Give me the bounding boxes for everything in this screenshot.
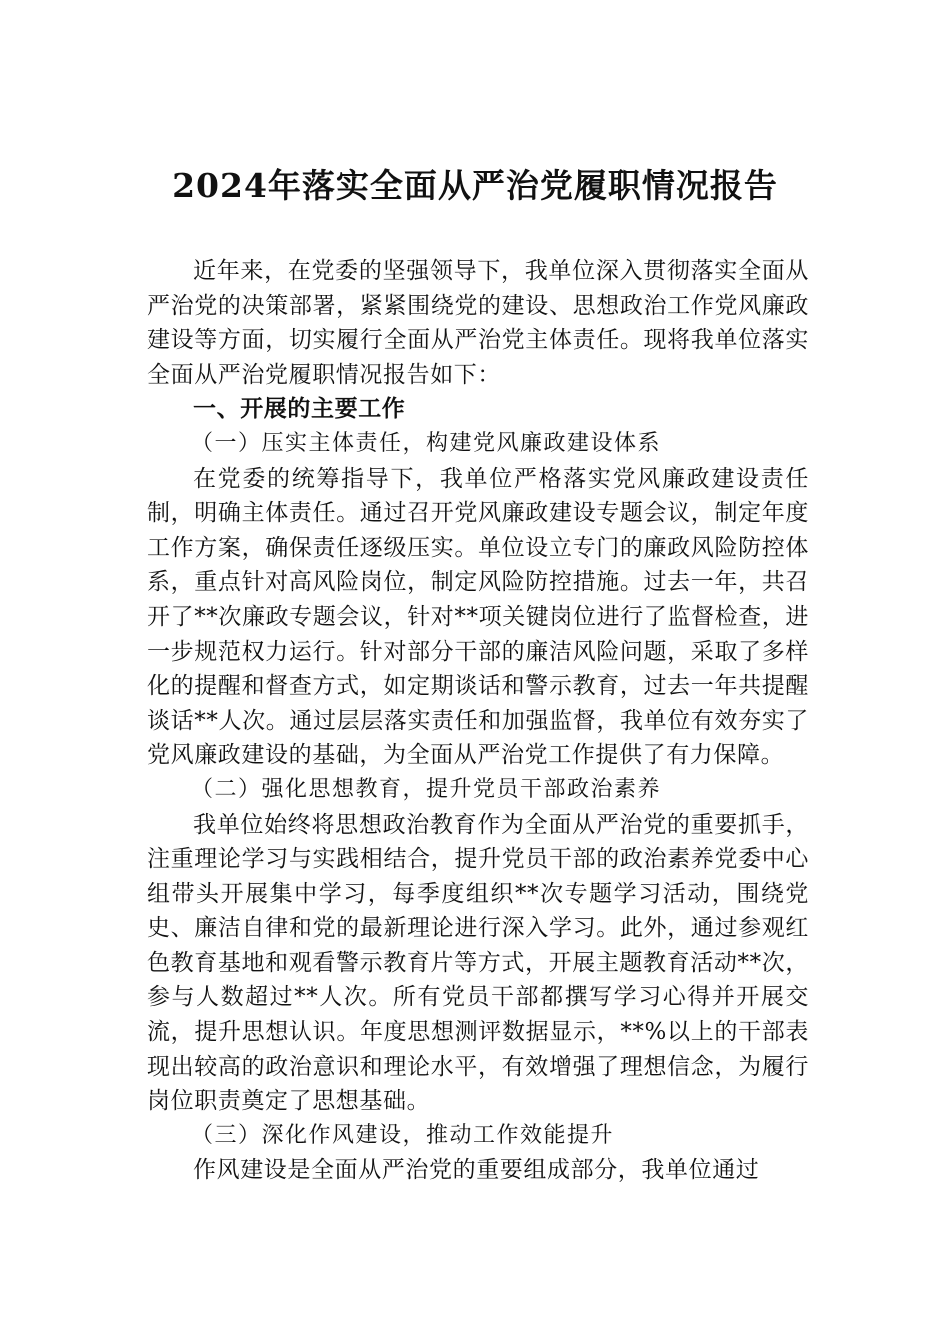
document-body bbox=[147, 254, 809, 1188]
subsection-heading-2: （二）强化思想教育，提升党员干部政治素养 bbox=[191, 776, 662, 802]
intro-paragraph: 近年来，在党委的坚强领导下，我单位深入贯彻落实全面从严治党的决策部署，紧紧围绕党的建设、思想政治工作党风廉政建设等方面，切实履行全面从严治党主体责任。现将我单位落实全面从严治党履职情况报告如下： bbox=[147, 258, 809, 388]
section-heading: 一、开展的主要工作 bbox=[193, 396, 406, 423]
subsection-heading-1: （一）压实主体责任，构建党风廉政建设体系 bbox=[191, 430, 662, 456]
body-paragraph-1: 在党委的统筹指导下，我单位严格落实党风廉政建设责任制，明确主体责任。通过召开党风廉政建设专题会议，制定年度工作方案，确保责任逐级压实。单位设立专门的廉政风险防控体系，重点针对高风险岗位，制定风险防控措施。过去一年，共召开了**次廉政专题会议，针对**项关键岗位进行了监督检查，进一步规范权力运行。针对部分干部的廉洁风险问题，采取了多样化的提醒和督查方式，如定期谈话和警示教育，过去一年共提醒谈话**人次。通过层层落实责任和加强监督，我单位有效夯实了党风廉政建设的基础，为全面从严治党工作提供了有力保障。 bbox=[147, 465, 809, 769]
body-paragraph-2: 我单位始终将思想政治教育作为全面从严治党的重要抓手，注重理论学习与实践相结合，提升党员干部的政治素养党委中心组带头开展集中学习，每季度组织**次专题学习活动，围绕党史、廉洁自律和党的最新理论进行深入学习。此外，通过参观红色教育基地和观看警示教育片等方式，开展主题教育活动**次，参与人数超过**人次。所有党员干部都撰写学习心得并开展交流，提升思想认识。年度思想测评数据显示，**%以上的干部表现出较高的政治意识和理论水平，有效增强了理想信念，为履行岗位职责奠定了思想基础。 bbox=[147, 811, 809, 1115]
document-title: 2024年落实全面从严治党履职情况报告 bbox=[172, 166, 778, 205]
subsection-heading-3: （三）深化作风建设，推动工作效能提升 bbox=[191, 1122, 615, 1148]
body-paragraph-3: 作风建设是全面从严治党的重要组成部分，我单位通过 bbox=[193, 1157, 760, 1184]
